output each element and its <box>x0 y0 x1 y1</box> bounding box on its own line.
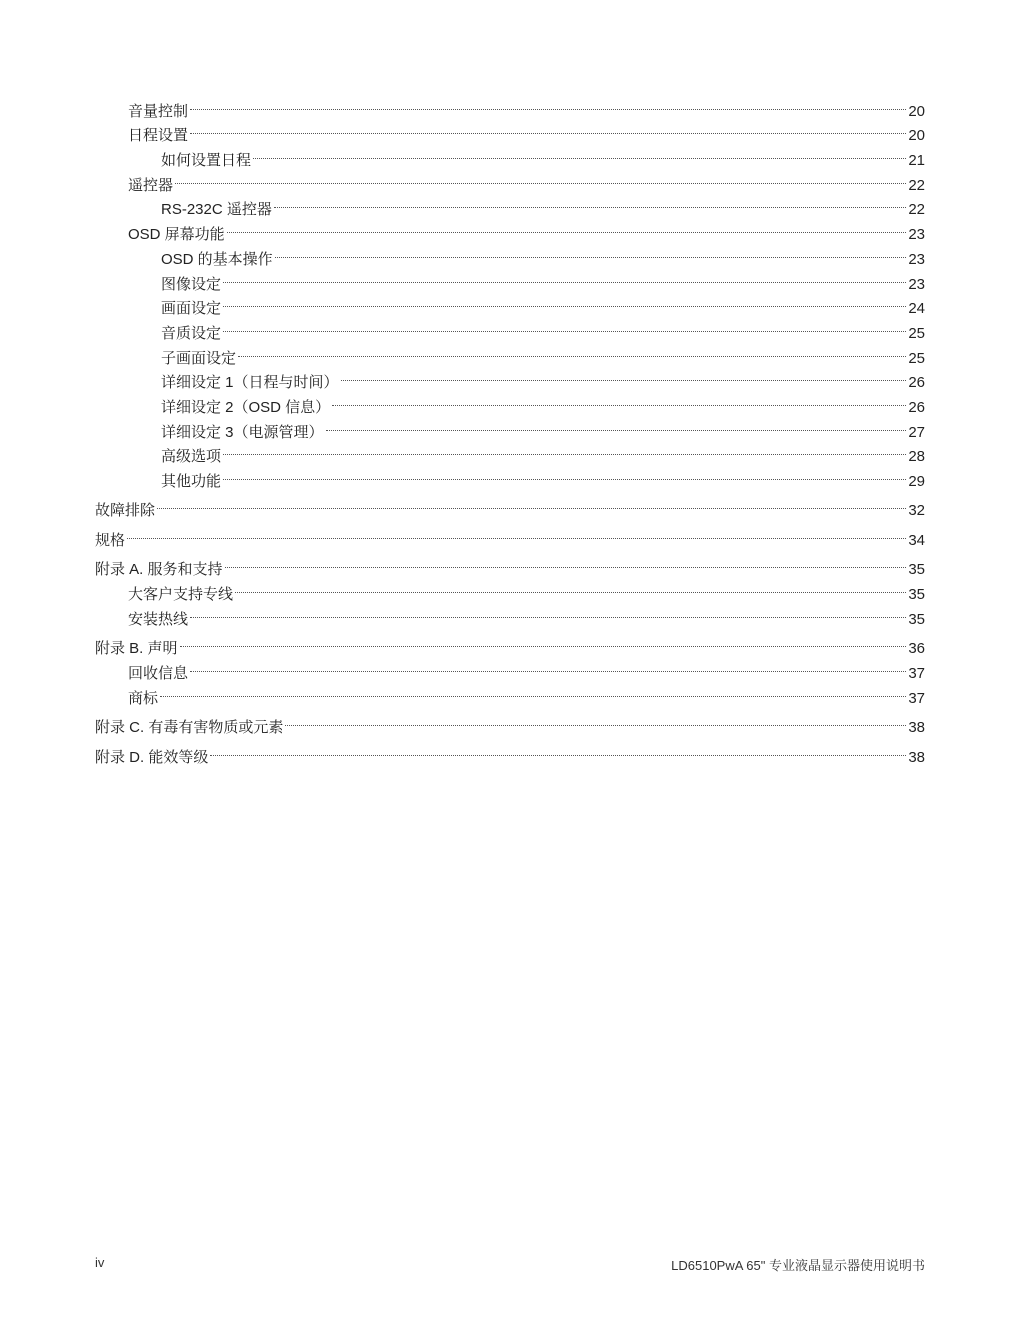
toc-dot-leader <box>157 491 906 516</box>
toc-entry-page: 27 <box>908 423 925 441</box>
toc-entry-page: 38 <box>908 748 925 766</box>
toc-entry-title: 子画面设定 <box>161 349 237 367</box>
toc-dot-leader <box>175 165 906 190</box>
toc-entry-page: 23 <box>908 250 925 268</box>
toc-entry-page: 34 <box>908 531 925 549</box>
toc-entry-title: 图像设定 <box>161 275 222 293</box>
toc-entry-title: 规格 <box>95 531 126 549</box>
toc-entry[interactable] <box>95 91 925 120</box>
toc-dot-leader <box>190 653 906 678</box>
toc-entry-title: 大客户支持专线 <box>128 586 234 604</box>
toc-entry-title: 附录 D. 能效等级 <box>95 748 209 766</box>
toc-entry-page: 35 <box>908 610 925 628</box>
toc-entry[interactable] <box>95 165 925 194</box>
toc-entry-title: 回收信息 <box>128 665 189 682</box>
toc-dot-leader <box>127 520 906 545</box>
toc-dot-leader <box>210 737 906 762</box>
table-of-contents <box>95 91 925 766</box>
toc-entry-page: 37 <box>908 689 925 707</box>
toc-entry-page: 32 <box>908 502 925 520</box>
toc-entry-title: OSD 屏幕功能 <box>128 226 225 244</box>
toc-dot-leader <box>223 264 906 289</box>
toc-entry-title: 遥控器 <box>128 176 174 194</box>
toc-entry-title: 音质设定 <box>161 324 222 342</box>
toc-entry-title: 如何设置日程 <box>161 152 252 170</box>
toc-dot-leader <box>225 550 907 575</box>
toc-entry-page: 22 <box>908 176 925 194</box>
toc-dot-leader <box>223 313 906 338</box>
toc-dot-leader <box>332 387 906 412</box>
toc-entry-title: 附录 B. 声明 <box>95 640 178 658</box>
toc-entry[interactable] <box>95 599 925 628</box>
toc-entry-title: 其他功能 <box>161 473 222 490</box>
toc-dot-leader <box>326 412 907 437</box>
toc-dot-leader <box>341 363 907 388</box>
toc-entry-page: 29 <box>908 473 925 490</box>
toc-dot-leader <box>190 116 906 141</box>
footer-document-title: LD6510PwA 65" 专业液晶显示器使用说明书 <box>671 1258 925 1273</box>
toc-entry[interactable] <box>95 190 925 219</box>
toc-entry-page: 38 <box>908 719 925 737</box>
toc-entry-page: 26 <box>908 374 925 392</box>
toc-entry-page: 36 <box>908 640 925 658</box>
toc-entry[interactable] <box>95 629 925 658</box>
toc-entry-page: 25 <box>908 324 925 342</box>
toc-entry-title: 详细设定 1（日程与时间） <box>161 374 339 392</box>
toc-entry-page: 20 <box>908 102 925 120</box>
toc-entry-page: 26 <box>908 398 925 416</box>
toc-entry-page: 25 <box>908 349 925 367</box>
toc-dot-leader <box>275 239 907 264</box>
toc-entry-page: 21 <box>908 152 925 170</box>
toc-entry-title: 日程设置 <box>128 127 189 145</box>
footer-page-number: iv <box>95 1255 105 1270</box>
toc-dot-leader <box>223 437 906 462</box>
toc-dot-leader <box>274 190 906 215</box>
toc-entry-title: 附录 A. 服务和支持 <box>95 561 223 579</box>
toc-entry-page: 35 <box>908 586 925 604</box>
toc-entry[interactable] <box>95 737 925 766</box>
toc-dot-leader <box>285 707 906 732</box>
toc-entry-page: 28 <box>908 448 925 466</box>
toc-entry[interactable] <box>95 520 925 549</box>
toc-dot-leader <box>227 214 907 239</box>
toc-dot-leader <box>190 599 906 624</box>
toc-entry-title: 安装热线 <box>128 610 189 628</box>
toc-dot-leader <box>235 574 906 599</box>
toc-entry-title: RS-232C 遥控器 <box>161 201 272 219</box>
toc-entry-title: OSD 的基本操作 <box>161 250 273 268</box>
toc-entry-page: 37 <box>908 665 925 682</box>
toc-entry-title: 商标 <box>128 689 159 707</box>
toc-entry-title: 详细设定 3（电源管理） <box>161 423 324 441</box>
toc-dot-leader <box>253 140 906 165</box>
toc-entry-title: 附录 C. 有毒有害物质或元素 <box>95 719 284 737</box>
toc-entry-title: 故障排除 <box>95 502 156 520</box>
toc-entry-title: 画面设定 <box>161 300 222 318</box>
toc-entry[interactable] <box>95 140 925 170</box>
toc-entry[interactable] <box>95 550 925 579</box>
toc-entry-page: 24 <box>908 300 925 318</box>
toc-entry-page: 23 <box>908 226 925 244</box>
toc-entry-page: 22 <box>908 201 925 219</box>
toc-entry-page: 35 <box>908 561 925 579</box>
toc-entry[interactable] <box>95 678 925 707</box>
toc-entry-title: 高级选项 <box>161 448 222 466</box>
page-footer <box>95 1255 925 1274</box>
toc-entry-page: 20 <box>908 127 925 145</box>
toc-dot-leader <box>190 91 906 116</box>
toc-dot-leader <box>223 289 906 314</box>
toc-entry-title: 音量控制 <box>128 102 189 120</box>
toc-entry[interactable] <box>95 707 925 737</box>
toc-dot-leader <box>223 461 906 486</box>
toc-entry[interactable] <box>95 116 925 145</box>
toc-entry-title: 详细设定 2（OSD 信息） <box>161 398 331 416</box>
toc-entry[interactable] <box>95 491 925 520</box>
toc-dot-leader <box>180 629 907 654</box>
toc-entry-page: 23 <box>908 275 925 293</box>
toc-dot-leader <box>238 338 906 363</box>
toc-entry[interactable] <box>95 653 925 682</box>
toc-dot-leader <box>160 678 906 703</box>
